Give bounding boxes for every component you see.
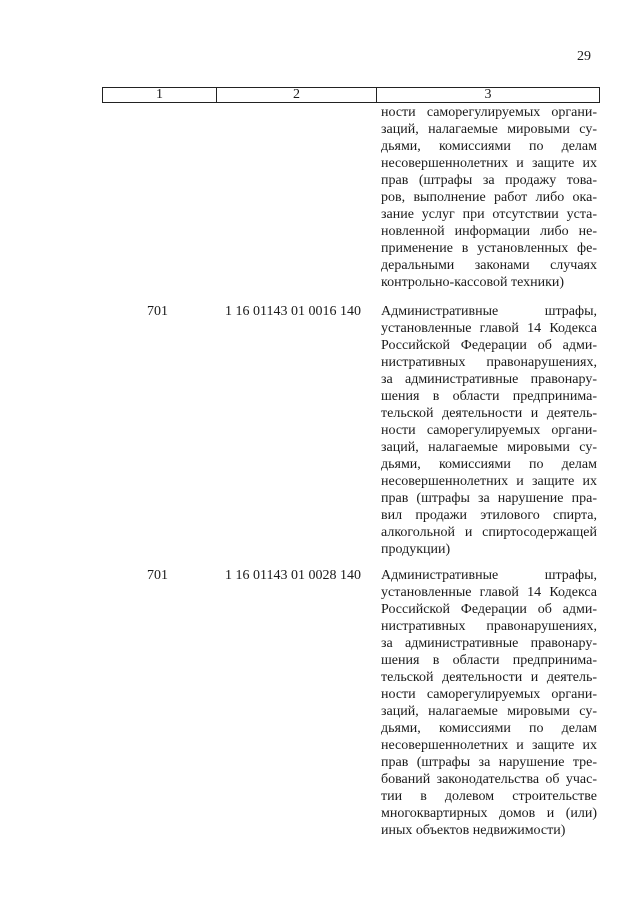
table-header [102,87,600,103]
description-line: заций, налагаемые мировыми су- [381,440,597,455]
description-line: несовершеннолетних и защите их [381,156,597,171]
table-header-col-3: 3 [484,87,492,102]
description-line: установленные главой 14 Кодекса [381,585,597,600]
description-line: шения в области предпринима- [381,653,597,668]
description-line: Российской Федерации об адми- [381,338,597,353]
table-header-col-2: 2 [217,88,377,102]
description-line: нистративных правонарушениях, [381,619,597,634]
admin-code: 701 [147,304,168,319]
description-line: контрольно-кассовой техники) [381,275,565,290]
description-line: зание услуг при отсутствии уста- [381,207,597,222]
description-line: ности саморегулируемых органи- [381,105,597,120]
description-line: ности саморегулируемых органи- [381,423,597,438]
description-line: тии в долевом строительстве [381,789,597,804]
description-line: дьями, комиссиями по делам [381,139,597,154]
description-line: за административные правонару- [381,636,597,651]
description-line: несовершеннолетних и защите их [381,474,597,489]
description-line: шения в области предпринима- [381,389,597,404]
table-header-col-1: 1 [103,88,217,102]
description-line: нистративных правонарушениях, [381,355,597,370]
description-line: бований законодательства об учас- [381,772,597,787]
description-line: прав (штрафы за продажу това- [381,173,597,188]
description-line: ров, выполнение работ либо ока- [381,190,597,205]
description-line: тельской деятельности и деятель- [381,670,597,685]
description-line: Российской Федерации об адми- [381,602,597,617]
description-line: дьями, комиссиями по делам [381,721,597,736]
description-line: Административные штрафы, [381,568,597,583]
description-line: заций, налагаемые мировыми су- [381,122,597,137]
description-line: тельской деятельности и деятель- [381,406,597,421]
description-line: вил продажи этилового спирта, [381,508,597,523]
description-line: иных объектов недвижимости) [381,823,566,838]
kbk-code: 1 16 01143 01 0028 140 [225,568,361,583]
description-line: деральными законами случаях [381,258,597,273]
description-line: прав (штрафы за нарушение пра- [381,491,597,506]
description-line: несовершеннолетних и защите их [381,738,597,753]
description-line: применение в установленных фе- [381,241,597,256]
kbk-code: 1 16 01143 01 0016 140 [225,304,361,319]
description-line: прав (штрафы за нарушение тре- [381,755,597,770]
description-line: Административные штрафы, [381,304,597,319]
description-line: дьями, комиссиями по делам [381,457,597,472]
description-line: заций, налагаемые мировыми су- [381,704,597,719]
description-line: за административные правонару- [381,372,597,387]
admin-code: 701 [147,568,168,583]
description-line: новленной информации либо не- [381,224,597,239]
description-line: ности саморегулируемых органи- [381,687,597,702]
description-line: многоквартирных домов и (или) [381,806,597,821]
description-line: алкогольной и спиртосодержащей [381,525,597,540]
description-line: продукции) [381,542,451,557]
page-number: 29 [577,49,591,64]
description-line: установленные главой 14 Кодекса [381,321,597,336]
